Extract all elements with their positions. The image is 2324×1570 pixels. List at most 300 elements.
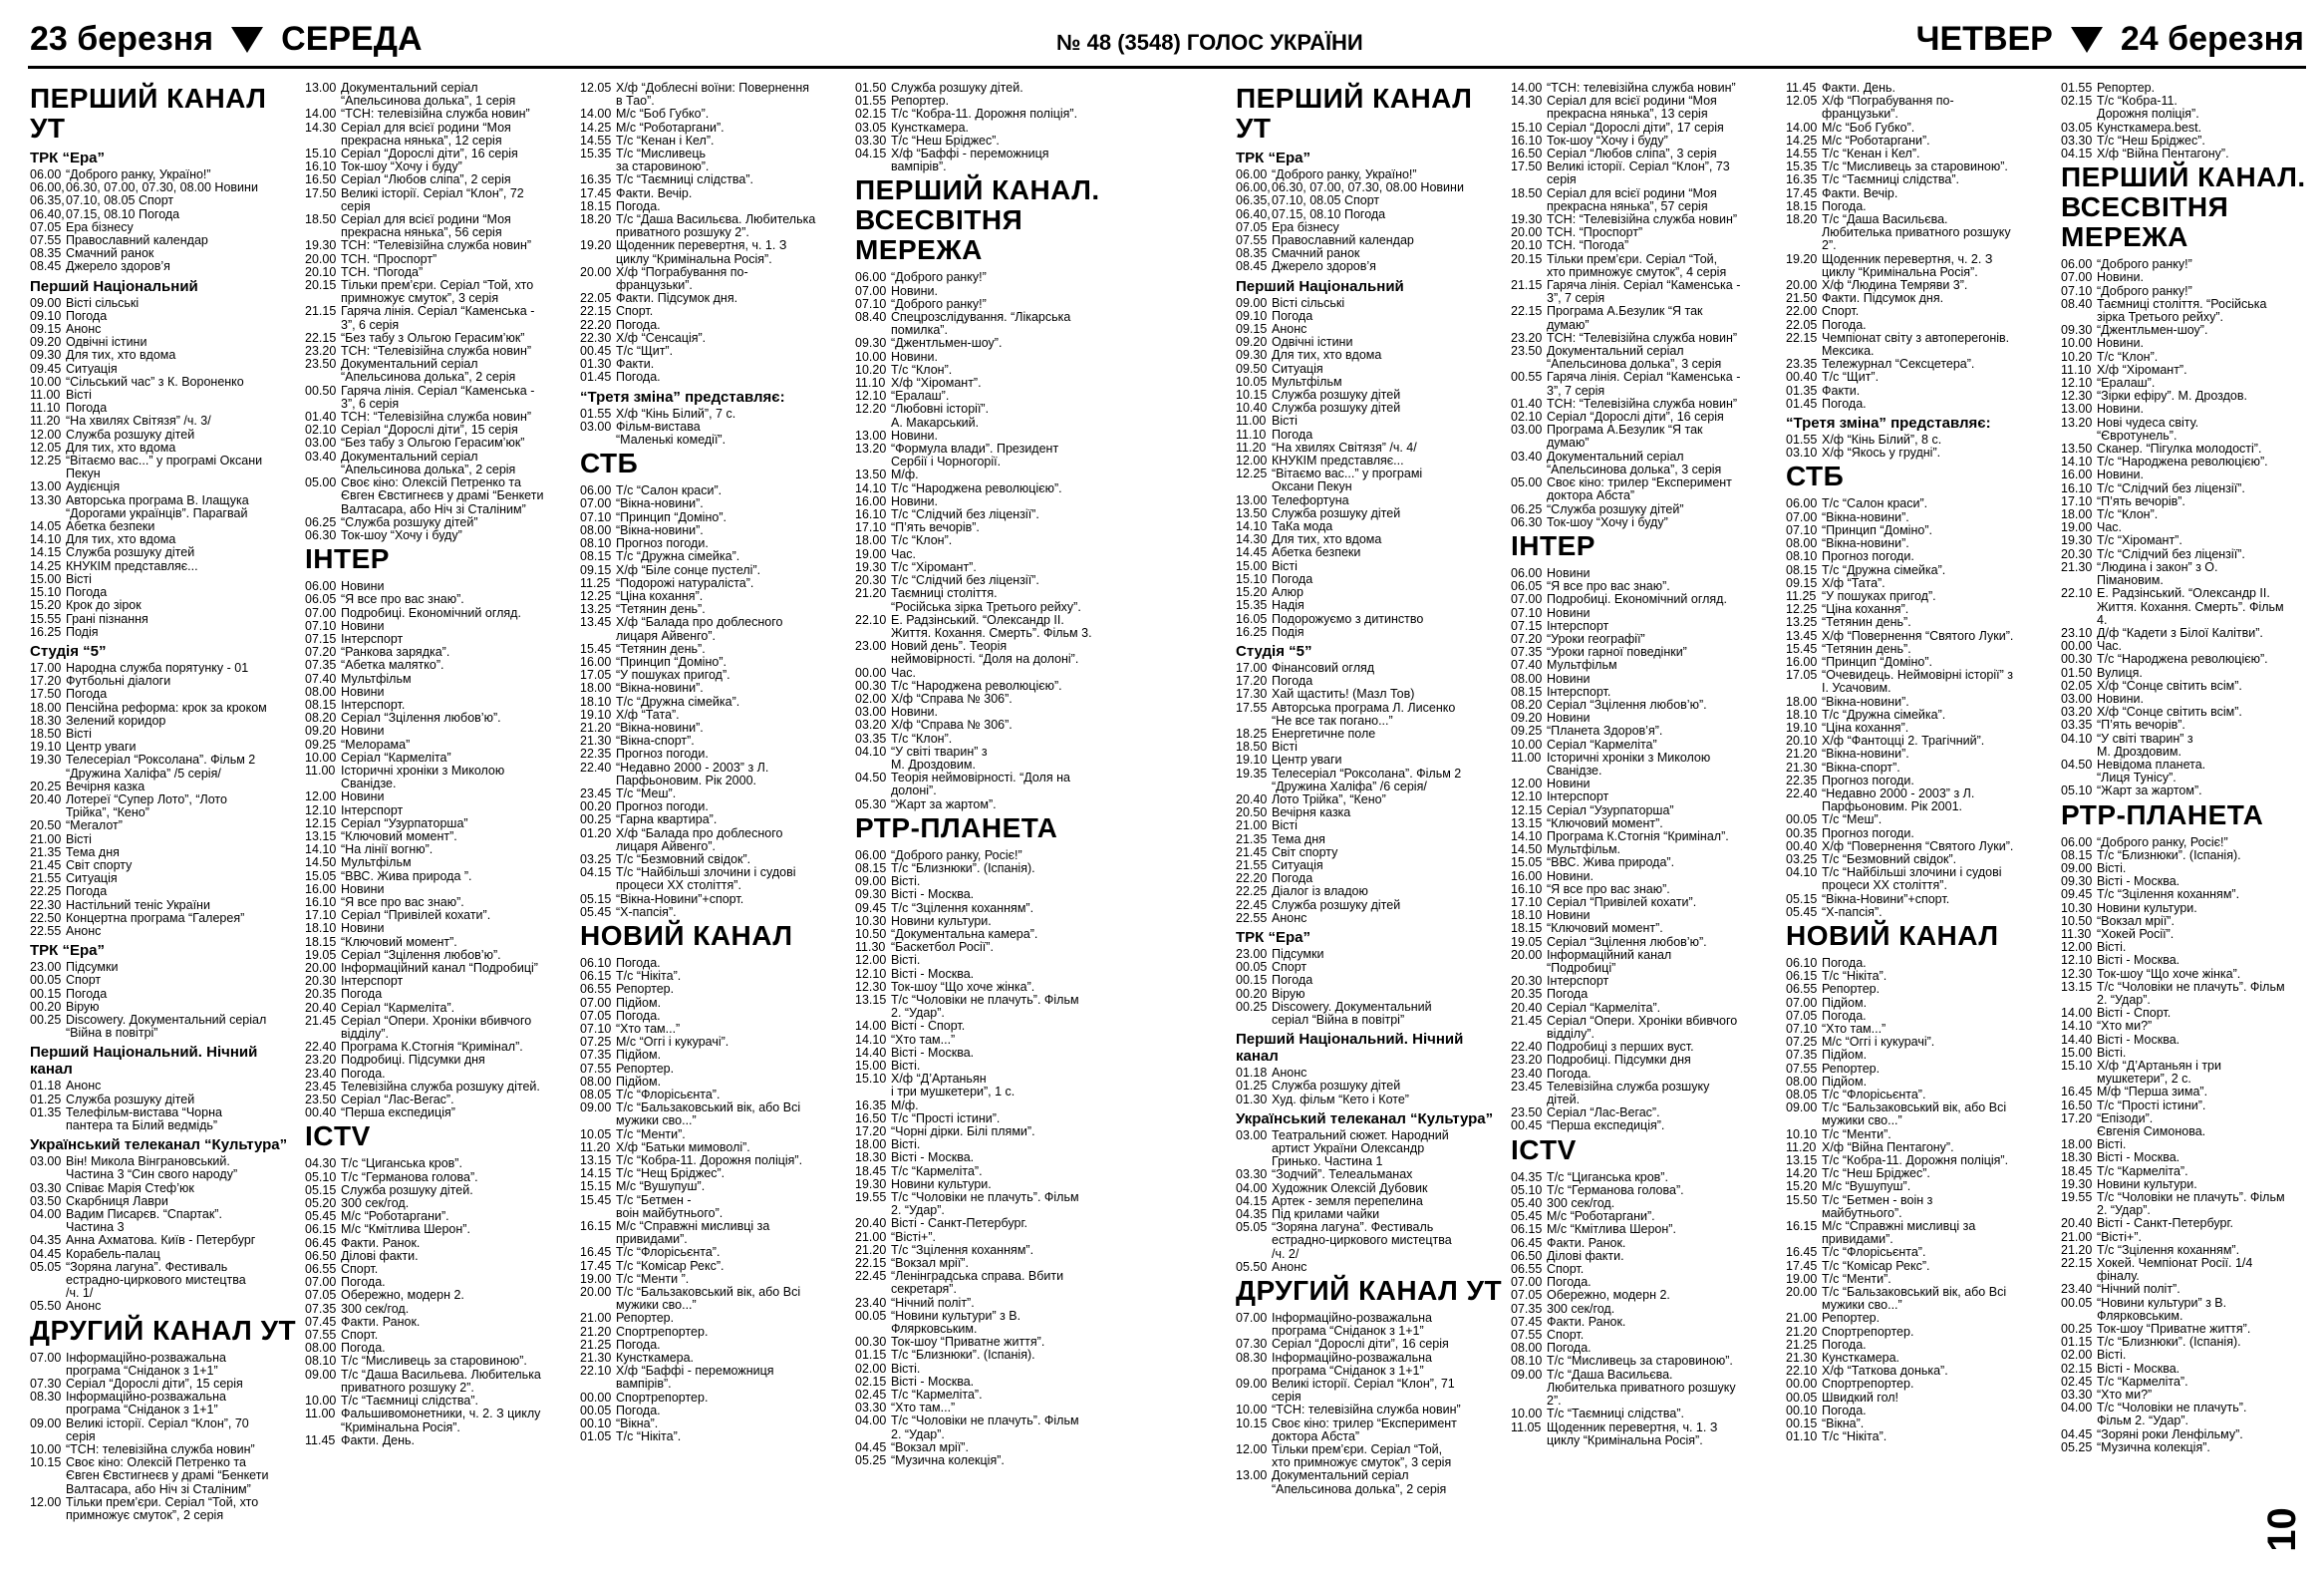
program-title: Анонс (66, 322, 102, 337)
program-title: Худ. фільм “Кето і Коте” (1272, 1092, 1409, 1106)
program-title: Подробиці. Економічний огляд. (341, 605, 521, 620)
program-title: Тема дня (66, 844, 120, 859)
program-title: Ток-шоу “Що хоче жінка”. (2097, 966, 2241, 981)
program-title: “Кримінальна Росія”. (341, 1419, 460, 1434)
program-title: Т/с “Нещ Бріджес”. (616, 1166, 726, 1181)
program-time: 17.20 (855, 1124, 887, 1139)
program-time: 22.45 (1236, 897, 1268, 912)
program-time: 22.00 (1786, 304, 1818, 319)
program-title: “На хвилях Світязя” /ч. 4/ (1272, 440, 1417, 455)
program-title: Подорожуємо з дитинство (1272, 611, 1424, 626)
program-title: Погода. (616, 198, 661, 213)
program-time: 07.00 (305, 1275, 337, 1290)
program-time: 08.15 (305, 697, 337, 712)
program-title: “Євротунель”. (2097, 428, 2178, 443)
program-time: 22.30 (30, 897, 62, 912)
program-title: Підйом. (616, 1048, 662, 1063)
program-time: 23.45 (305, 1079, 337, 1094)
program-time: 17.10 (1511, 894, 1543, 909)
program-title: Вісті - Спорт. (2097, 1006, 2172, 1021)
program-time: 19.30 (305, 238, 337, 253)
program-time: 15.10 (2061, 1059, 2093, 1073)
program-title: “Служба розшуку дітей” (1547, 501, 1684, 516)
program-time: 22.05 (580, 291, 612, 306)
program-time: 09.25 (1511, 724, 1543, 739)
program-title: привидами”. (616, 1232, 688, 1247)
program-time: 21.30 (1786, 760, 1818, 775)
program-line (30, 1300, 299, 1313)
program-time: 06.00 (305, 579, 337, 594)
program-title: Документальний серіал (1547, 344, 1684, 359)
program-time: 01.55 (2061, 82, 2093, 95)
program-title: неймовірності. “Доля на долоні”. (891, 652, 1079, 667)
program-title: Ток-шоу “Приватне життя”. (2097, 1322, 2251, 1337)
program-title: Корабель-палац (66, 1246, 160, 1261)
program-time: 01.15 (855, 1348, 887, 1363)
program-title: 07.15, 08.10 Погода (66, 206, 180, 221)
program-title: Вісті (1272, 558, 1298, 573)
program-time: 13.00 (305, 82, 337, 95)
program-title: Крок до зірок (66, 598, 142, 613)
program-time: 23.00 (855, 639, 887, 654)
program-title: “Апельсинова долька”, 3 серія (1547, 462, 1722, 476)
program-title: Ток-шоу “Що хоче жінка”. (891, 979, 1035, 994)
program-time: 04.10 (855, 744, 887, 759)
program-time: 16.00 (305, 881, 337, 896)
program-time: 16.00 (2061, 468, 2093, 482)
program-time: 07.30 (30, 1377, 62, 1392)
program-title: примножує смуток”, 2 серія (66, 1508, 224, 1523)
program-title: Євгенія Симонова. (2097, 1124, 2206, 1139)
program-title: М. Дроздовим. (891, 757, 976, 772)
program-time: 18.10 (580, 694, 612, 709)
program-title: ТСН: “Телевізійна служба новин” (1547, 330, 1738, 345)
program-title: Анонс (1272, 322, 1307, 337)
program-time: 10.05 (1236, 374, 1268, 389)
program-title: “Документальна камера”. (891, 926, 1038, 941)
program-title: ТСН: “Телевізійна служба новин” (1547, 212, 1738, 227)
program-title: Вісті. (2097, 860, 2127, 875)
program-title: Ділові факти. (1547, 1248, 1624, 1263)
program-title: Факти. День. (341, 1432, 416, 1447)
program-time: 01.18 (30, 1079, 62, 1094)
program-time: 08.35 (30, 246, 62, 261)
program-time: 02.05 (2061, 678, 2093, 693)
program-title: помилка”. (891, 323, 948, 338)
program-title: Православний календар (1272, 233, 1414, 248)
program-title: Т/с “Даша Васильєва. (1822, 212, 1948, 227)
program-title: Надія (1272, 598, 1305, 613)
program-time: 06.25 (1511, 501, 1543, 516)
channel-heading: ПЕРШИЙ КАНАЛ. ВСЕСВІТНЯ МЕРЕЖА (2061, 161, 2306, 253)
program-time: 11.20 (1786, 1139, 1817, 1154)
program-title: Новини (1547, 711, 1591, 726)
program-title: Погода (66, 585, 108, 600)
program-time: 03.00 (580, 419, 612, 434)
program-title: Т/с “Бальзаковський вік, або Всі (1822, 1100, 2007, 1115)
program-title: Мультфільм (1547, 658, 1617, 673)
program-title: Новини (1547, 777, 1591, 791)
program-title: Т/с “Народжена революцією”. (891, 678, 1062, 693)
program-time: 13.00 (1236, 1468, 1268, 1483)
program-title: “Не все так погано...” (1272, 713, 1393, 728)
program-time: 03.20 (2061, 705, 2093, 720)
program-title: 07.10, 08.05 Спорт (66, 193, 174, 208)
program-time: 06.30 (305, 527, 337, 542)
program-time: 05.05 (30, 1259, 62, 1274)
program-time: 08.10 (580, 536, 612, 551)
program-time: 15.00 (1236, 558, 1268, 573)
program-title: Новини (1547, 908, 1591, 923)
program-time: 10.00 (305, 1394, 337, 1409)
program-title: “У світі тварин” з (891, 744, 988, 759)
program-time: 07.00 (1786, 509, 1818, 524)
program-title: М/с “Боб Губко”. (1822, 120, 1915, 135)
program-title: Документальний серіал (1547, 449, 1684, 464)
program-title: Погода (1272, 571, 1313, 586)
program-title: “Доброго ранку!” (2097, 257, 2192, 272)
program-title: Серіал “Зцілення любов’ю”. (341, 711, 501, 726)
program-title: Погода. (616, 955, 661, 970)
program-line (30, 626, 299, 639)
program-time: 18.45 (855, 1163, 887, 1178)
program-time: 00.25 (30, 1012, 62, 1027)
program-title: “Хокей Росії”. (2097, 926, 2175, 941)
program-title: Т/с “Клон”. (2097, 507, 2159, 522)
schedule-column-4 (855, 82, 1124, 1467)
program-title: Новини (341, 881, 385, 896)
program-time: 06.00 (30, 167, 62, 181)
program-title: процеси XX століття”. (616, 878, 741, 893)
program-line (30, 1509, 299, 1522)
program-title: думаю” (1547, 436, 1590, 451)
program-time: 18.10 (305, 921, 337, 936)
schedule-column-2 (305, 82, 574, 1447)
schedule-column-7 (1786, 82, 2055, 1444)
program-time: 05.10 (1511, 1182, 1543, 1197)
program-title: хто примножує смуток”, 3 серія (1272, 1455, 1452, 1470)
program-time: 04.15 (855, 147, 887, 161)
program-title: Погода (1272, 674, 1313, 689)
channel-heading: РТР-ПЛАНЕТА (2061, 798, 2264, 830)
program-title: “Х-папсія”. (616, 904, 677, 919)
program-title: прекрасна нянька”, 56 серія (341, 225, 502, 240)
program-title: Програма К.Стогнія “Кримінал”. (1547, 828, 1729, 843)
program-time: 18.00 (855, 1137, 887, 1152)
program-time: 05.15 (305, 1182, 337, 1197)
program-title: Таємниці століття. (891, 586, 998, 601)
program-time: 06.25 (305, 514, 337, 529)
program-time: 21.20 (1786, 747, 1818, 762)
program-title: “Подробиці” (1547, 961, 1616, 975)
program-time: 14.25 (580, 120, 612, 135)
program-title: секретаря”. (891, 1282, 957, 1297)
channel-heading: НОВИЙ КАНАЛ (580, 919, 793, 951)
program-time: 08.40 (2061, 296, 2093, 311)
program-time: 16.10 (305, 894, 337, 909)
program-time: 09.20 (305, 724, 337, 739)
program-time: 18.50 (1511, 185, 1543, 200)
program-title: Т/с “Зцілення коханням”. (2097, 887, 2240, 902)
program-time: 07.00 (2061, 270, 2093, 285)
program-time: 07.05 (580, 1008, 612, 1023)
program-title: Вечірня казка (66, 779, 145, 793)
program-title: Вісті (66, 388, 92, 403)
program-title: Історичні хроніки з Миколою (341, 763, 505, 778)
program-title: Спорт. (1547, 1328, 1585, 1343)
program-title: Спорт. (1822, 304, 1860, 319)
program-time: 17.00 (1236, 660, 1268, 675)
program-title: Т/с “Неш Бріджес”. (891, 133, 1000, 148)
program-title: Спортрепортер. (616, 1390, 709, 1405)
program-title: естрадно-циркового мистецтва (1272, 1233, 1452, 1248)
program-title: Вісті - Москва. (891, 1150, 975, 1165)
program-title: “Вокзал мрії”. (891, 1256, 969, 1271)
program-title: Факти. Підсумок дня. (1822, 291, 1944, 306)
program-title: Х/ф “Балада про доблесного (616, 615, 783, 630)
program-time: 10.50 (2061, 913, 2093, 928)
program-time: 06.35, (1236, 193, 1271, 208)
program-title: “Зоряні роки Ленфільму”. (2097, 1426, 2243, 1441)
program-line (855, 160, 1124, 173)
program-time: 19.30 (2061, 533, 2093, 548)
program-title: М. Дроздовим. (2097, 744, 2181, 759)
program-time: 00.40 (305, 1105, 337, 1120)
program-title: Авторська програма В. Ілащука (66, 492, 249, 507)
program-title: Своє кіно: трилер “Експеримент (1272, 1415, 1457, 1430)
program-title: Т/с “Мисливець за старовиною”. (1822, 159, 2008, 174)
program-time: 06.00, (1236, 180, 1271, 195)
program-title: “Тетянин день”. (1822, 641, 1911, 656)
program-time: 04.50 (855, 771, 887, 785)
program-title: доктора Абста” (1547, 488, 1635, 503)
program-title: процеси XX століття”. (1822, 878, 1947, 893)
program-title: Ток-шоу “Хочу і буду” (1547, 514, 1668, 529)
program-title: Служба розшуку дітей (1272, 401, 1401, 416)
program-title: Х/ф “Хіромант”. (891, 376, 982, 391)
program-line (2061, 148, 2324, 160)
program-time: 21.30 (2061, 559, 2093, 574)
program-title: зірка Третього рейху”. (2097, 310, 2223, 325)
program-title: Для тих, хто вдома (1272, 348, 1382, 363)
program-title: “Нічний політ”. (891, 1295, 975, 1310)
program-time: 06.40, (30, 206, 65, 221)
program-title: Скарбниця Лаври (66, 1193, 168, 1208)
program-time: 13.00 (30, 479, 62, 494)
program-time: 20.00 (1511, 225, 1543, 240)
program-title: “Абетка малятко”. (341, 658, 444, 673)
program-title: Т/с “Флорісьєнта”. (1822, 1245, 1926, 1260)
program-time: 07.05 (305, 1288, 337, 1303)
program-title: Погода. (1822, 955, 1867, 970)
program-time: 09.15 (30, 322, 62, 337)
program-time: 07.20 (1511, 631, 1543, 646)
program-title: Вісті (66, 831, 92, 846)
program-title: “Вікна-новини”. (1822, 509, 1909, 524)
program-title: “Вікна-новини”. (616, 496, 704, 511)
program-time: 01.35 (30, 1104, 62, 1119)
program-time: 10.00 (1511, 737, 1543, 752)
program-title: Погода. (616, 317, 661, 332)
program-time: 22.10 (580, 1364, 612, 1379)
program-title: “Я все про вас знаю”. (341, 894, 464, 909)
program-time: 06.45 (305, 1235, 337, 1250)
program-title: Подробиці з перших вуст. (1547, 1040, 1694, 1055)
page-header (0, 20, 2324, 66)
program-time: 14.00 (305, 107, 337, 122)
program-title: Для тих, хто вдома (1272, 532, 1382, 547)
program-title: “ТСН: телевізійна служба новин” (1547, 82, 1736, 95)
program-time: 19.00 (1786, 1271, 1818, 1286)
program-time: 13.50 (855, 468, 887, 482)
program-title: Час. (891, 665, 917, 680)
program-title: Т/с “Безмовний свідок”. (1822, 851, 1957, 866)
program-title: Т/с “Слідчий без ліцензії”. (891, 573, 1039, 588)
program-title: серія (66, 1428, 96, 1443)
program-title: “Апельсинова долька”, 3 серія (1547, 357, 1722, 372)
program-time: 21.15 (1511, 278, 1543, 293)
program-title: Подія (1272, 624, 1305, 639)
program-title: вампірів”. (616, 1377, 672, 1392)
program-title: 2”. (1822, 238, 1837, 253)
program-title: “Я все про вас знаю”. (1547, 579, 1670, 594)
program-title: “Джентльмен-шоу”. (2097, 323, 2208, 338)
program-time: 10.20 (2061, 349, 2093, 364)
program-time: 23.45 (580, 785, 612, 800)
program-title: 4. (2097, 612, 2108, 627)
program-time: 19.10 (1236, 753, 1268, 768)
program-time: 18.30 (30, 713, 62, 728)
program-title: Чемпіонат світу з автоперегонів. (1822, 330, 2010, 345)
program-title: М/с “Кмітлива Шерон”. (341, 1222, 470, 1237)
program-line (1511, 516, 1780, 529)
program-title: Документальний серіал (341, 357, 478, 372)
program-time: 14.30 (1511, 94, 1543, 109)
program-title: Т/с “Дружна сімейка”. (1822, 562, 1946, 577)
program-title: воін майбутнього”. (616, 1205, 724, 1220)
program-time: 08.10 (1511, 1354, 1543, 1369)
program-time: 22.40 (1786, 785, 1818, 800)
program-time: 06.50 (305, 1248, 337, 1263)
program-time: 20.10 (1786, 734, 1818, 749)
program-title: Вісті - Москва. (891, 1374, 975, 1389)
program-title: Сканер. “Пігулка молодості”. (2097, 442, 2262, 457)
program-time: 06.00, (30, 180, 65, 195)
program-time: 12.00 (855, 953, 887, 968)
program-time: 23.50 (305, 1093, 337, 1107)
program-time: 12.30 (2061, 389, 2093, 404)
program-title: “Вікна-новини”. (616, 522, 704, 537)
program-title: хто примножує смуток”, 4 серія (1547, 264, 1727, 279)
program-title: “На хвилях Світязя” /ч. 3/ (66, 414, 211, 429)
program-time: 22.35 (580, 747, 612, 762)
program-title: Вулиця. (2097, 665, 2143, 680)
program-title: Інформаційний канал (1547, 947, 1672, 962)
program-time: 17.45 (580, 1258, 612, 1273)
program-time: 10.15 (1236, 388, 1268, 403)
program-time: 19.20 (580, 238, 612, 253)
program-title: Програма К.Стогнія “Кримінал”. (341, 1040, 523, 1055)
program-title: “Чорні дірки. Білі плями”. (891, 1124, 1035, 1139)
program-title: Своє кіно: Олексій Петренко та (341, 475, 521, 490)
program-time: 08.40 (855, 310, 887, 325)
program-title: ТСН. “Проспорт” (341, 251, 437, 266)
program-title: “Доброго ранку!” (2097, 283, 2192, 298)
program-title: Т/с “Клон”. (2097, 349, 2159, 364)
program-title: Діалог із владою (1272, 884, 1368, 899)
program-title: циклу “Кримінальна Росія”. (1547, 1432, 1703, 1447)
program-title: “Дорогами українців”. Парагвай (66, 505, 248, 520)
program-title: Життя. Кохання. Смерть”. Фільм (2097, 599, 2284, 614)
program-time: 16.45 (2061, 1085, 2093, 1099)
program-time: 01.10 (1786, 1429, 1818, 1444)
program-time: 19.30 (855, 559, 887, 574)
program-title: Факти. Підсумок дня. (616, 291, 738, 306)
program-title: “Сільський час” з К. Вороненко (66, 374, 244, 389)
program-title: “Вокзал мрії”. (891, 1439, 969, 1454)
program-time: 20.00 (305, 961, 337, 975)
program-title: Анонс (66, 923, 102, 938)
program-time: 18.00 (30, 700, 62, 715)
program-time: 01.55 (1786, 433, 1818, 448)
program-time: 18.50 (1236, 740, 1268, 755)
program-time: 05.15 (580, 891, 612, 906)
program-title: Т/с “Циганська кров”. (1547, 1169, 1668, 1184)
program-title: Смачний ранок (66, 246, 154, 261)
section-subheading: “Третя зміна” представляє: (1786, 415, 1991, 433)
program-title: “Ключовий момент”. (341, 934, 457, 949)
program-title: Т/с “Щит”. (616, 344, 674, 359)
program-title: відділу”. (1547, 1027, 1595, 1042)
program-time: 19.10 (580, 707, 612, 722)
program-time: 03.35 (2061, 718, 2093, 733)
program-time: 01.20 (580, 825, 612, 840)
program-title: Вісті. (891, 1361, 921, 1376)
program-title: Репортер. (616, 982, 675, 997)
program-title: “Тетянин день”. (1822, 615, 1911, 630)
program-title: Любителька приватного розшуку (1822, 225, 2011, 240)
program-title: Discowery. Документальний (1272, 999, 1432, 1014)
program-title: Парфьоновим. Рік 2001. (1822, 799, 1962, 814)
program-time: 23.00 (30, 960, 62, 975)
program-time: 03.50 (30, 1193, 62, 1208)
program-title: Серіал “Любов сліпа”, 3 серія (1547, 147, 1717, 161)
program-time: 20.40 (30, 791, 62, 806)
program-title: Т/с “Народжена революцією”. (2097, 455, 2268, 470)
program-time: 09.00 (1236, 1377, 1268, 1392)
program-time: 04.45 (30, 1246, 62, 1261)
program-time: 09.15 (1236, 322, 1268, 337)
program-title: Прогноз погоди. (1822, 773, 1914, 787)
program-title: “П’ять вечорів”. (2097, 718, 2185, 733)
program-title: Частина 3 (66, 1220, 125, 1235)
program-time: 14.20 (1786, 1166, 1818, 1181)
program-title: “Ералаш”. (2097, 376, 2156, 391)
program-title: Т/с “Нікіта”. (1822, 1429, 1888, 1444)
program-title: Т/с “Таємниці слідства”. (616, 172, 753, 187)
program-title: Х/ф “Тата”. (1822, 575, 1886, 590)
program-title: Т/с “Хіромант”. (891, 559, 977, 574)
program-title: Гаряча лінія. Серіал “Каменська - (341, 304, 535, 319)
program-time: 09.10 (30, 308, 62, 323)
program-time: 01.15 (2061, 1335, 2093, 1350)
program-title: М/с “Роботаргани”. (1822, 133, 1930, 148)
program-time: 11.30 (855, 940, 886, 955)
program-title: Кунсткамера. (891, 120, 970, 135)
program-title: Фінансовий огляд (1272, 660, 1375, 675)
program-title: Погода. (1547, 1066, 1592, 1081)
program-title: Документальний серіал (341, 82, 478, 95)
